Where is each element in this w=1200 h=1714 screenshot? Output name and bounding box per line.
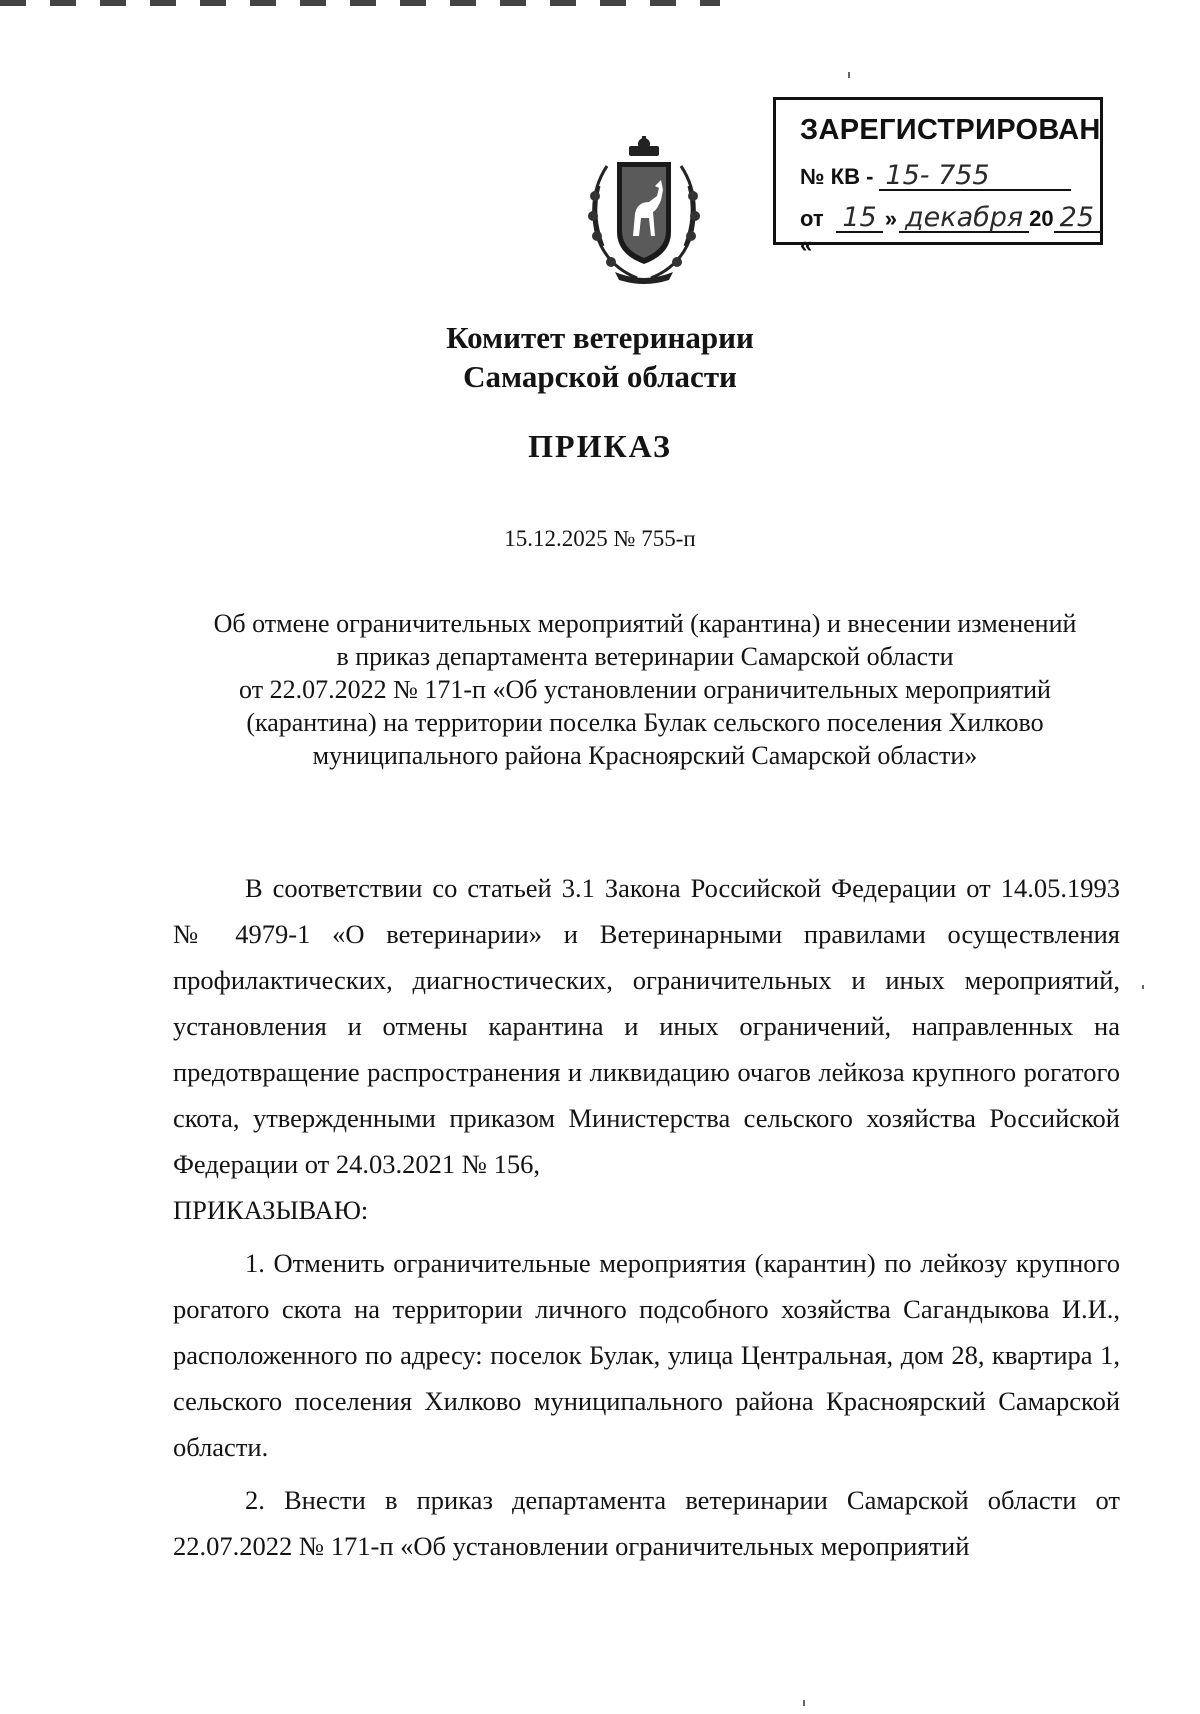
subject-line-4: (карантина) на территории поселка Булак сельского поселения Хилково — [246, 708, 1044, 737]
scan-speck — [803, 1700, 805, 1706]
org-name — [0, 318, 1200, 396]
doc-type-title: ПРИКАЗ — [528, 428, 672, 464]
scan-edge-dashes — [0, 0, 720, 6]
stamp-number-row — [800, 162, 1071, 191]
subject-line-3: от 22.07.2022 № 171-п «Об установлении ограничительных мероприятий — [239, 675, 1051, 704]
body-order-word: ПРИКАЗЫВАЮ: — [173, 1195, 369, 1225]
stamp-date-month: декабря — [899, 204, 1029, 233]
subject-line-2: в приказ департамента ветеринарии Самарской области — [336, 642, 954, 671]
stamp-date-row — [800, 204, 1100, 258]
stamp-number-prefix: № КВ - — [800, 164, 874, 189]
body-item-2: 2. Внести в приказ департамента ветеринарии Самарской области от 22.07.2022 № 171-п «Об установлении ограничительных мероприятий — [173, 1485, 1120, 1561]
scan-speck — [1142, 985, 1144, 989]
stamp-number-handwritten: 15- 755 — [879, 162, 1071, 191]
stamp-date-day: 15 — [836, 204, 882, 233]
org-name-line-1: Комитет ветеринарии — [446, 320, 754, 355]
body-intro-paragraph: В соответствии со статьей 3.1 Закона Российской Федерации от 14.05.1993 № 4979-1 «О ветеринарии» и Ветеринарными правилами осуществления профилактических, диагностических, ограничительных и иных мероприятий, установления и отмены карантина и иных ограничений, направленных на предотвращение распространения и ликвидацию очагов лейкоза крупного рогатого скота, утвержденными приказом Министерства сельского хозяйства Российской Федерации от 24.03.2021 № 156, — [173, 873, 1120, 1179]
doc-date-number: 15.12.2025 № 755-п — [504, 526, 696, 551]
stamp-date-year-handwritten: 25 — [1054, 204, 1100, 233]
body-item-1: 1. Отменить ограничительные мероприятия (карантин) по лейкозу крупного рогатого скота на территории личного подсобного хозяйства Сагандыкова И.И., расположенного по адресу: поселок Булак, улица Центральная, дом 28, квартира 1, сельского поселения Хилково муниципального района Красноярский Самарской области. — [173, 1248, 1120, 1462]
subject-line-5: муниципального района Красноярский Самарской области» — [312, 741, 978, 770]
subject-line-1: Об отмене ограничительных мероприятий (карантина) и внесении изменений — [213, 609, 1077, 638]
registration-stamp — [773, 97, 1103, 257]
doc-body — [173, 865, 1120, 1576]
stamp-date-sep: » — [884, 206, 897, 231]
scan-speck — [848, 72, 850, 78]
stamp-date-prefix: от « — [800, 206, 824, 257]
doc-subject — [170, 607, 1120, 772]
stamp-date-year-printed: 20 — [1029, 206, 1054, 231]
org-name-line-2: Самарской области — [463, 359, 737, 394]
coat-of-arms-icon — [577, 136, 711, 286]
stamp-title: ЗАРЕГИСТРИРОВАН — [800, 114, 1101, 146]
